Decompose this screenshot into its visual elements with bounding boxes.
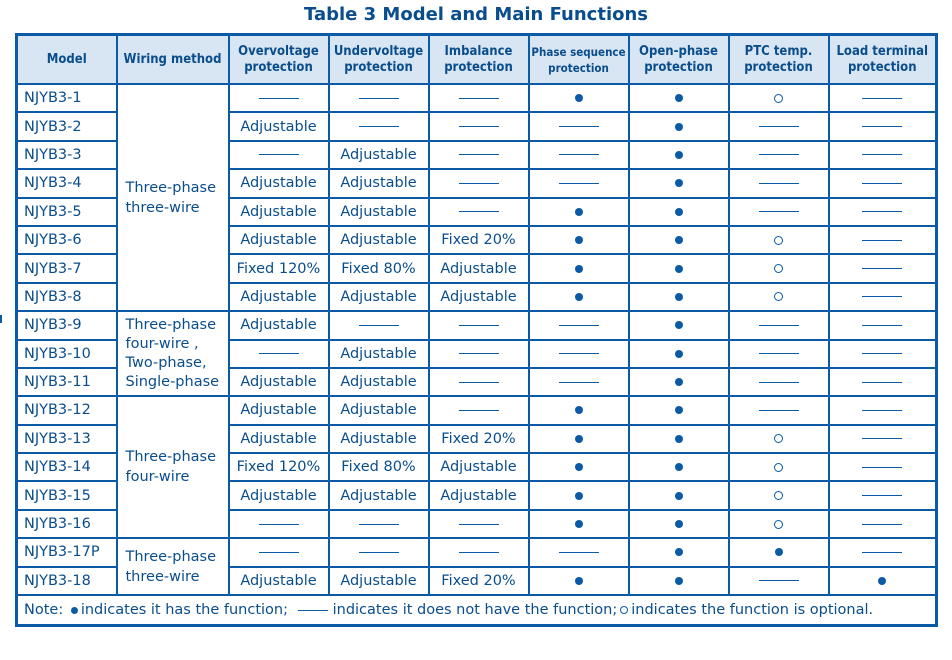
undervoltage-cell: Fixed 80%	[329, 254, 429, 282]
model-cell: NJYB3-8	[17, 283, 117, 311]
filled-dot-icon	[675, 520, 683, 528]
ptc-temp-cell	[729, 311, 829, 339]
load-terminal-cell	[829, 425, 937, 453]
overvoltage-cell: Adjustable	[229, 198, 329, 226]
filled-dot-icon	[575, 463, 583, 471]
imbalance-cell	[429, 112, 529, 140]
table-row	[17, 396, 937, 424]
dash-icon	[759, 154, 799, 155]
phase-sequence-cell	[529, 84, 629, 112]
load-terminal-cell	[829, 396, 937, 424]
dash-icon	[459, 98, 499, 99]
dash-icon	[259, 154, 299, 155]
phase-sequence-cell	[529, 453, 629, 481]
dash-icon	[862, 240, 902, 241]
open-phase-cell	[629, 567, 729, 595]
phase-sequence-cell	[529, 112, 629, 140]
phase-sequence-cell	[529, 567, 629, 595]
filled-dot-icon	[675, 151, 683, 159]
dash-icon	[459, 524, 499, 525]
undervoltage-cell: Adjustable	[329, 481, 429, 509]
ptc-temp-cell	[729, 169, 829, 197]
dash-icon	[759, 382, 799, 383]
dash-icon	[359, 98, 399, 99]
undervoltage-cell: Adjustable	[329, 368, 429, 396]
filled-dot-icon	[575, 208, 583, 216]
overvoltage-cell	[229, 141, 329, 169]
undervoltage-cell	[329, 538, 429, 566]
dash-icon	[459, 154, 499, 155]
load-terminal-cell	[829, 311, 937, 339]
wiring-method-cell: Three-phase four-wire , Two-phase, Single-phase	[117, 311, 229, 396]
phase-sequence-cell	[529, 169, 629, 197]
ptc-temp-cell	[729, 481, 829, 509]
dash-icon	[459, 382, 499, 383]
dash-icon	[862, 467, 902, 468]
overvoltage-cell	[229, 538, 329, 566]
ptc-temp-cell	[729, 453, 829, 481]
wiring-method-cell: Three-phase three-wire	[117, 538, 229, 595]
filled-dot-icon	[675, 236, 683, 244]
undervoltage-cell: Adjustable	[329, 340, 429, 368]
undervoltage-cell: Adjustable	[329, 198, 429, 226]
overvoltage-cell	[229, 510, 329, 538]
ptc-temp-cell	[729, 368, 829, 396]
dash-icon	[559, 325, 599, 326]
header-wiring-method: Wiring method	[117, 35, 229, 85]
dash-icon	[759, 580, 799, 581]
dash-icon	[559, 382, 599, 383]
dash-icon	[259, 524, 299, 525]
imbalance-cell: Fixed 20%	[429, 425, 529, 453]
load-terminal-cell	[829, 198, 937, 226]
dash-icon	[259, 353, 299, 354]
ptc-temp-cell	[729, 112, 829, 140]
page-edge-mark	[0, 315, 5, 323]
dash-icon	[259, 98, 299, 99]
imbalance-cell: Adjustable	[429, 481, 529, 509]
imbalance-cell: Adjustable	[429, 453, 529, 481]
dash-icon	[359, 552, 399, 553]
table-body	[17, 84, 937, 595]
dash-icon	[559, 126, 599, 127]
model-cell: NJYB3-7	[17, 254, 117, 282]
overvoltage-cell: Adjustable	[229, 368, 329, 396]
header-imbalance: Imbalance protection	[429, 35, 529, 85]
dash-icon	[359, 126, 399, 127]
model-cell: NJYB3-17P	[17, 538, 117, 566]
dash-icon	[759, 325, 799, 326]
model-cell: NJYB3-14	[17, 453, 117, 481]
overvoltage-cell: Adjustable	[229, 567, 329, 595]
note-no-function: indicates it does not have the function;	[332, 602, 618, 619]
note-has-function: indicates it has the function;	[80, 602, 288, 619]
dash-icon	[759, 126, 799, 127]
model-functions-table	[15, 33, 938, 627]
imbalance-cell	[429, 311, 529, 339]
note-optional: indicates the function is optional.	[631, 602, 874, 619]
model-cell: NJYB3-6	[17, 226, 117, 254]
dash-icon	[459, 126, 499, 127]
dash-icon	[759, 183, 799, 184]
undervoltage-cell: Fixed 80%	[329, 453, 429, 481]
imbalance-cell	[429, 538, 529, 566]
dash-icon	[459, 211, 499, 212]
model-cell: NJYB3-9	[17, 311, 117, 339]
dash-icon	[359, 325, 399, 326]
overvoltage-cell	[229, 84, 329, 112]
dash-icon	[862, 524, 902, 525]
dash-icon	[862, 438, 902, 439]
overvoltage-cell: Fixed 120%	[229, 254, 329, 282]
open-phase-cell	[629, 538, 729, 566]
phase-sequence-cell	[529, 226, 629, 254]
load-terminal-cell	[829, 141, 937, 169]
filled-dot-icon	[575, 520, 583, 528]
phase-sequence-cell	[529, 283, 629, 311]
ring-icon	[774, 520, 783, 529]
model-cell: NJYB3-2	[17, 112, 117, 140]
imbalance-cell	[429, 510, 529, 538]
filled-dot-icon	[675, 577, 683, 585]
phase-sequence-cell	[529, 254, 629, 282]
dash-icon	[862, 211, 902, 212]
model-cell: NJYB3-11	[17, 368, 117, 396]
ptc-temp-cell	[729, 567, 829, 595]
load-terminal-cell	[829, 567, 937, 595]
dash-icon	[862, 98, 902, 99]
open-phase-cell	[629, 396, 729, 424]
overvoltage-cell: Adjustable	[229, 169, 329, 197]
imbalance-cell	[429, 141, 529, 169]
ptc-temp-cell	[729, 198, 829, 226]
dash-icon	[459, 552, 499, 553]
filled-dot-icon	[675, 179, 683, 187]
header-overvoltage: Overvoltage protection	[229, 35, 329, 85]
overvoltage-cell: Adjustable	[229, 283, 329, 311]
phase-sequence-cell	[529, 396, 629, 424]
filled-dot-icon	[575, 435, 583, 443]
overvoltage-cell: Adjustable	[229, 226, 329, 254]
ring-icon	[774, 264, 783, 273]
filled-dot-icon	[675, 463, 683, 471]
open-phase-cell	[629, 368, 729, 396]
undervoltage-cell: Adjustable	[329, 396, 429, 424]
filled-dot-icon	[675, 435, 683, 443]
overvoltage-cell: Adjustable	[229, 112, 329, 140]
ptc-temp-cell	[729, 510, 829, 538]
load-terminal-cell	[829, 226, 937, 254]
ring-icon	[774, 434, 783, 443]
dash-icon	[862, 183, 902, 184]
phase-sequence-cell	[529, 141, 629, 169]
load-terminal-cell	[829, 283, 937, 311]
ptc-temp-cell	[729, 425, 829, 453]
filled-dot-icon	[675, 378, 683, 386]
dash-icon	[459, 410, 499, 411]
dash-icon	[862, 296, 902, 297]
table-row	[17, 84, 937, 112]
filled-dot-icon	[575, 265, 583, 273]
load-terminal-cell	[829, 481, 937, 509]
filled-dot-icon	[675, 350, 683, 358]
ptc-temp-cell	[729, 538, 829, 566]
ptc-temp-cell	[729, 254, 829, 282]
load-terminal-cell	[829, 453, 937, 481]
open-phase-cell	[629, 340, 729, 368]
model-cell: NJYB3-4	[17, 169, 117, 197]
filled-dot-icon	[878, 577, 886, 585]
model-cell: NJYB3-12	[17, 396, 117, 424]
undervoltage-cell	[329, 510, 429, 538]
wiring-method-cell: Three-phase four-wire	[117, 396, 229, 538]
filled-dot-icon	[675, 293, 683, 301]
table-row	[17, 538, 937, 566]
open-phase-cell	[629, 481, 729, 509]
filled-dot-icon	[575, 577, 583, 585]
undervoltage-cell: Adjustable	[329, 283, 429, 311]
overvoltage-cell: Adjustable	[229, 425, 329, 453]
dash-icon	[559, 183, 599, 184]
note-prefix: Note:	[24, 602, 64, 619]
model-cell: NJYB3-1	[17, 84, 117, 112]
dash-icon	[862, 495, 902, 496]
open-phase-cell	[629, 425, 729, 453]
ptc-temp-cell	[729, 141, 829, 169]
phase-sequence-cell	[529, 368, 629, 396]
ring-icon	[774, 463, 783, 472]
undervoltage-cell: Adjustable	[329, 425, 429, 453]
dash-icon	[759, 211, 799, 212]
dash-icon	[862, 126, 902, 127]
open-phase-cell	[629, 453, 729, 481]
open-phase-cell	[629, 311, 729, 339]
header-model: Model	[17, 35, 117, 85]
overvoltage-cell: Adjustable	[229, 481, 329, 509]
filled-dot-icon	[675, 406, 683, 414]
filled-dot-icon	[575, 492, 583, 500]
dash-icon	[862, 325, 902, 326]
phase-sequence-cell	[529, 340, 629, 368]
filled-dot-icon	[675, 208, 683, 216]
load-terminal-cell	[829, 538, 937, 566]
dash-icon	[862, 382, 902, 383]
ptc-temp-cell	[729, 396, 829, 424]
ring-icon	[774, 94, 783, 103]
load-terminal-cell	[829, 254, 937, 282]
open-phase-cell	[629, 283, 729, 311]
note-ring-icon	[620, 606, 628, 614]
filled-dot-icon	[675, 321, 683, 329]
open-phase-cell	[629, 510, 729, 538]
ring-icon	[774, 236, 783, 245]
ptc-temp-cell	[729, 283, 829, 311]
model-cell: NJYB3-18	[17, 567, 117, 595]
open-phase-cell	[629, 169, 729, 197]
open-phase-cell	[629, 84, 729, 112]
note-filled-dot-icon	[71, 607, 78, 614]
dash-icon	[862, 154, 902, 155]
overvoltage-cell: Adjustable	[229, 396, 329, 424]
table-title: Table 3 Model and Main Functions	[303, 4, 649, 25]
dash-icon	[459, 183, 499, 184]
ring-icon	[774, 491, 783, 500]
load-terminal-cell	[829, 112, 937, 140]
filled-dot-icon	[675, 265, 683, 273]
model-cell: NJYB3-3	[17, 141, 117, 169]
table-container	[15, 33, 935, 627]
dash-icon	[862, 552, 902, 553]
dash-icon	[259, 552, 299, 553]
undervoltage-cell	[329, 84, 429, 112]
imbalance-cell	[429, 368, 529, 396]
filled-dot-icon	[575, 406, 583, 414]
dash-icon	[759, 410, 799, 411]
ring-icon	[774, 292, 783, 301]
load-terminal-cell	[829, 510, 937, 538]
dash-icon	[759, 353, 799, 354]
filled-dot-icon	[675, 492, 683, 500]
model-cell: NJYB3-15	[17, 481, 117, 509]
overvoltage-cell: Fixed 120%	[229, 453, 329, 481]
undervoltage-cell: Adjustable	[329, 141, 429, 169]
imbalance-cell	[429, 84, 529, 112]
filled-dot-icon	[575, 236, 583, 244]
dash-icon	[459, 353, 499, 354]
dash-icon	[359, 524, 399, 525]
imbalance-cell	[429, 396, 529, 424]
open-phase-cell	[629, 112, 729, 140]
phase-sequence-cell	[529, 425, 629, 453]
note-cell	[17, 595, 937, 626]
load-terminal-cell	[829, 340, 937, 368]
open-phase-cell	[629, 141, 729, 169]
ptc-temp-cell	[729, 226, 829, 254]
ptc-temp-cell	[729, 340, 829, 368]
model-cell: NJYB3-10	[17, 340, 117, 368]
phase-sequence-cell	[529, 311, 629, 339]
overvoltage-cell: Adjustable	[229, 311, 329, 339]
overvoltage-cell	[229, 340, 329, 368]
header-load-terminal: Load terminal protection	[829, 35, 937, 85]
undervoltage-cell: Adjustable	[329, 567, 429, 595]
open-phase-cell	[629, 226, 729, 254]
header-row	[17, 35, 937, 85]
filled-dot-icon	[575, 94, 583, 102]
dash-icon	[559, 154, 599, 155]
filled-dot-icon	[775, 548, 783, 556]
wiring-method-cell: Three-phase three-wire	[117, 84, 229, 311]
filled-dot-icon	[675, 548, 683, 556]
dash-icon	[862, 268, 902, 269]
undervoltage-cell: Adjustable	[329, 226, 429, 254]
model-cell: NJYB3-13	[17, 425, 117, 453]
note-row	[17, 595, 937, 626]
load-terminal-cell	[829, 84, 937, 112]
ptc-temp-cell	[729, 84, 829, 112]
header-ptc-temp: PTC temp. protection	[729, 35, 829, 85]
undervoltage-cell: Adjustable	[329, 169, 429, 197]
imbalance-cell	[429, 198, 529, 226]
load-terminal-cell	[829, 169, 937, 197]
filled-dot-icon	[675, 123, 683, 131]
imbalance-cell	[429, 340, 529, 368]
imbalance-cell: Fixed 20%	[429, 567, 529, 595]
dash-icon	[862, 353, 902, 354]
dash-icon	[862, 410, 902, 411]
phase-sequence-cell	[529, 510, 629, 538]
model-cell: NJYB3-5	[17, 198, 117, 226]
filled-dot-icon	[675, 94, 683, 102]
open-phase-cell	[629, 254, 729, 282]
dash-icon	[559, 353, 599, 354]
imbalance-cell	[429, 169, 529, 197]
phase-sequence-cell	[529, 198, 629, 226]
open-phase-cell	[629, 198, 729, 226]
phase-sequence-cell	[529, 538, 629, 566]
header-phase-sequence: Phase sequence protection	[529, 35, 629, 85]
filled-dot-icon	[575, 293, 583, 301]
note-dash-icon	[298, 610, 328, 611]
phase-sequence-cell	[529, 481, 629, 509]
table-row	[17, 311, 937, 339]
dash-icon	[559, 552, 599, 553]
header-open-phase: Open-phase protection	[629, 35, 729, 85]
model-cell: NJYB3-16	[17, 510, 117, 538]
dash-icon	[459, 325, 499, 326]
undervoltage-cell	[329, 311, 429, 339]
header-undervoltage: Undervoltage protection	[329, 35, 429, 85]
imbalance-cell: Adjustable	[429, 254, 529, 282]
imbalance-cell: Adjustable	[429, 283, 529, 311]
imbalance-cell: Fixed 20%	[429, 226, 529, 254]
undervoltage-cell	[329, 112, 429, 140]
load-terminal-cell	[829, 368, 937, 396]
